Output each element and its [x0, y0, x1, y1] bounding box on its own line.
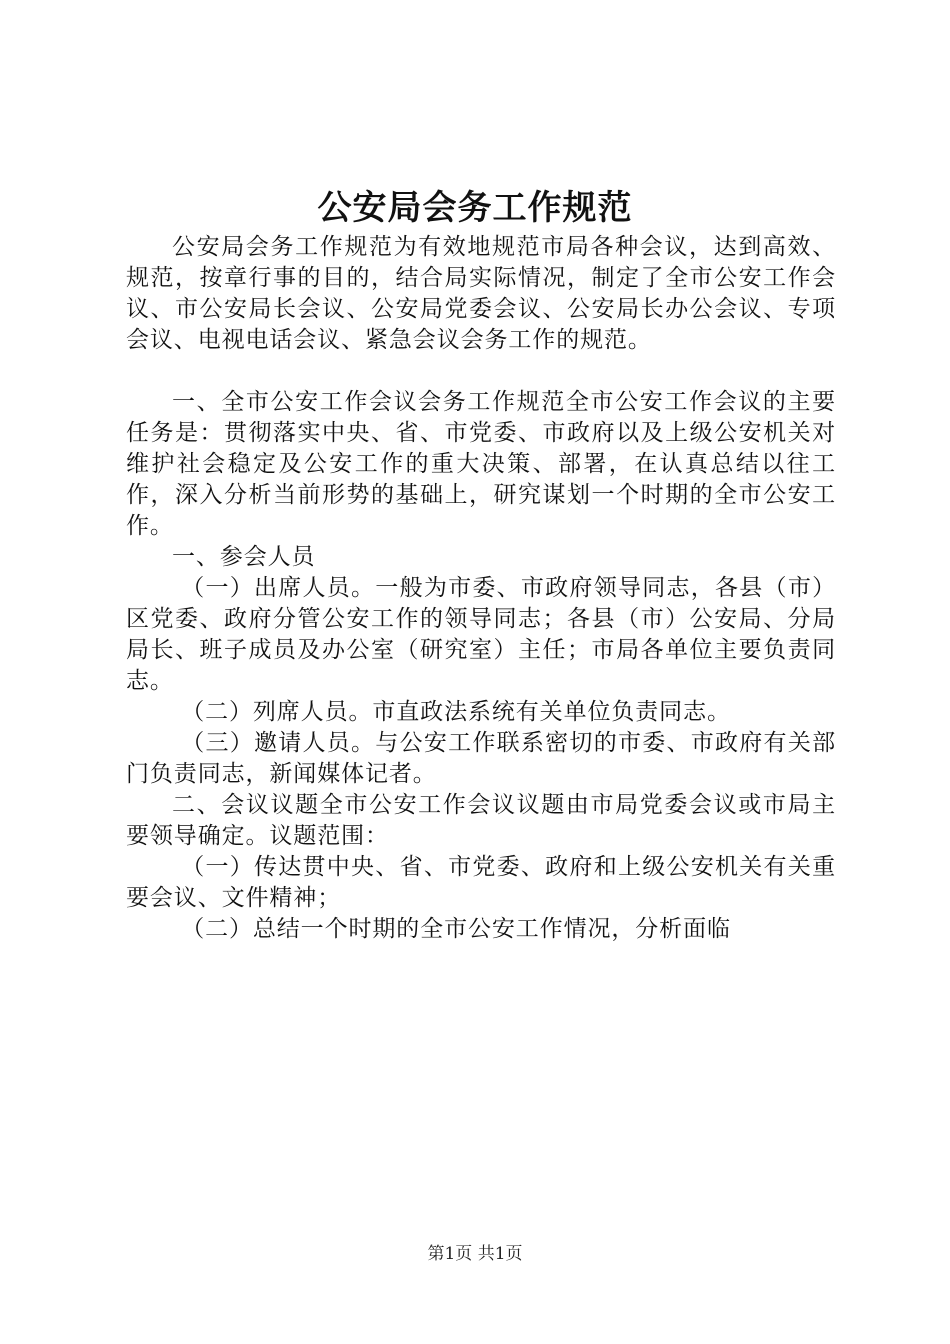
- intro-paragraph: 公安局会务工作规范为有效地规范市局各种会议，达到高效、规范，按章行事的目的，结合局实际情况，制定了全市公安工作会议、市公安局长会议、公安局党委会议、公安局长办公会议、专项会议、电视电话会议、紧急会议会务工作的规范。: [126, 234, 836, 353]
- attendees-invited-paragraph: （三）邀请人员。与公安工作联系密切的市委、市政府有关部门负责同志，新闻媒体记者。: [126, 730, 836, 787]
- section-one-paragraph: 一、全市公安工作会议会务工作规范全市公安工作会议的主要任务是：贯彻落实中央、省、市党委、市政府以及上级公安机关对维护社会稳定及公安工作的重大决策、部署，在认真总结以往工作，深入分析当前形势的基础上，研究谋划一个时期的全市公安工作。: [126, 389, 836, 539]
- attendees-present-paragraph: （一）出席人员。一般为市委、市政府领导同志，各县（市）区党委、政府分管公安工作的领导同志；各县（市）公安局、分局局长、班子成员及办公室（研究室）主任；市局各单位主要负责同志。: [126, 575, 836, 694]
- page-footer: 第1页 共1页: [427, 1244, 523, 1264]
- attendees-heading: 一、参会人员: [172, 544, 316, 570]
- attendees-observers-paragraph: （二）列席人员。市直政法系统有关单位负责同志。: [181, 699, 731, 725]
- document-title: 公安局会务工作规范: [317, 188, 633, 228]
- agenda-paragraph: 二、会议议题全市公安工作会议议题由市局党委会议或市局主要领导确定。议题范围：: [126, 792, 836, 849]
- document-body: [126, 232, 836, 945]
- agenda-item-two-paragraph: （二）总结一个时期的全市公安工作情况，分析面临: [181, 916, 731, 942]
- agenda-item-one-paragraph: （一）传达贯中央、省、市党委、政府和上级公安机关有关重要会议、文件精神；: [126, 854, 836, 911]
